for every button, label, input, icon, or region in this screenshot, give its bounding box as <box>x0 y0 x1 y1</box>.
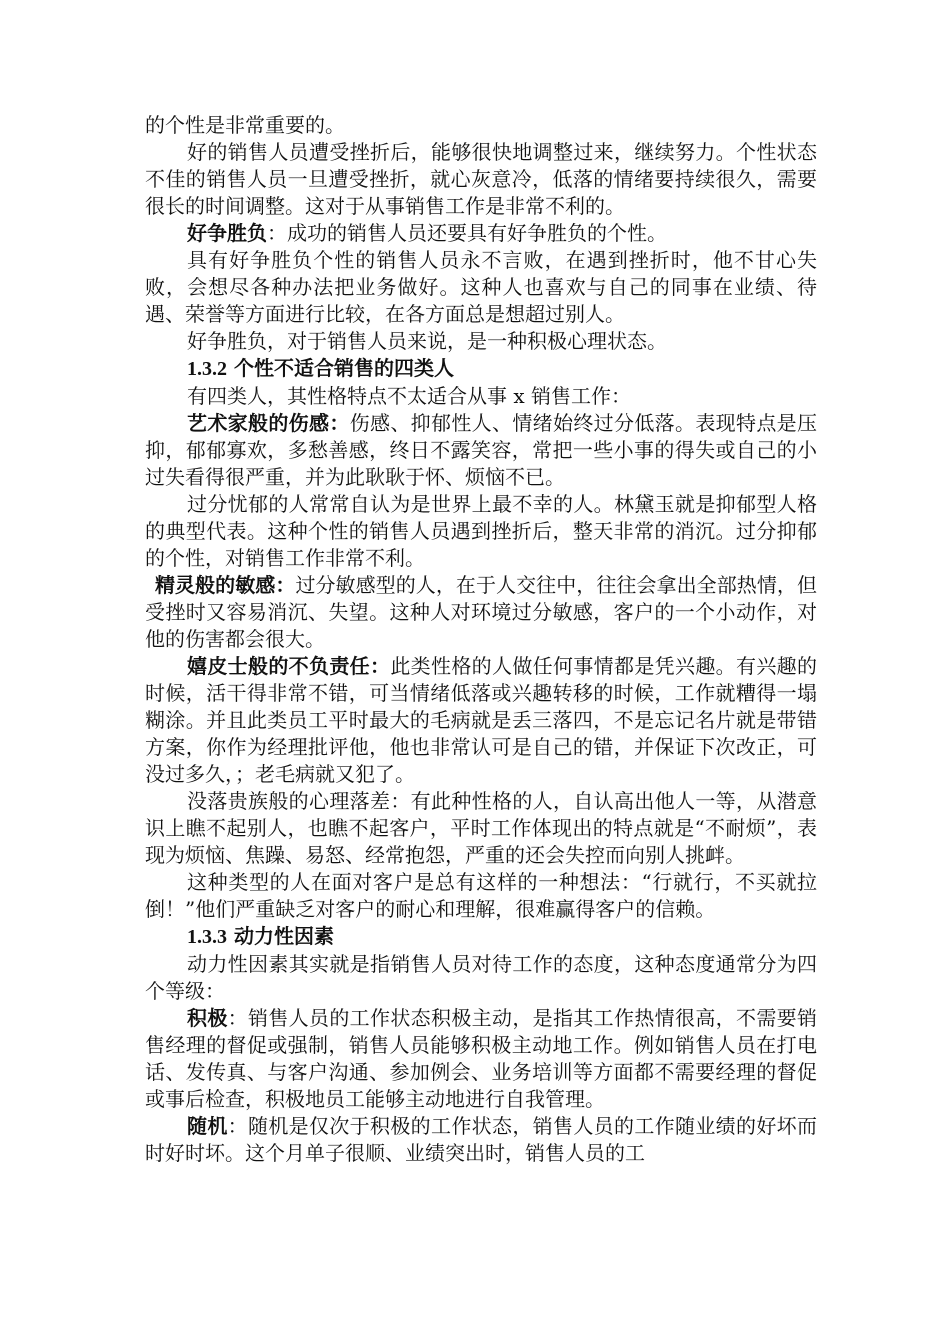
paragraph-competitive-summary: 好争胜负，对于销售人员来说，是一种积极心理状态。 <box>187 329 667 353</box>
section-heading-1-3-2: 1.3.2 个性不适合销售的四类人 <box>187 356 454 380</box>
paragraph-active: 积极：销售人员的工作状态积极主动，是指其工作热情很高，不需要销售经理的督促或强制，销售人员能够积极主动地工作。例如销售人员在打电话、发传真、与客户沟通、参加例会、业务培训等方面都不需要经理的督促或事后检查，积极地员工能够主动地进行自我管理。 <box>145 1006 818 1111</box>
paragraph-artist-sadness: 艺术家般的伤感：伤感、抑郁性人、情绪始终过分低落。表现特点是压抑，郁郁寡欢，多愁善感，终日不露笑容，常把一些小事的得失或自己的小过失看得很严重，并为此耿耿于怀、烦恼不已。 <box>145 411 818 489</box>
paragraph-hippie-irresponsible: 嬉皮士般的不负责任：此类性格的人做任何事情都是凭兴趣。有兴趣的时候，活干得非常不错，可当情绪低落或兴趣转移的时候，工作就糟得一塌糊涂。并且此类员工平时最大的毛病就是丢三落四，不是忘记名片就是带错方案，你作为经理批评他，他也非常认可是自己的错，并保证下次改正，可没过多久，；老毛病就又犯了。 <box>145 654 818 786</box>
term-elf-sensitivity: 精灵般的敏感： <box>155 573 296 597</box>
term-hippie: 嬉皮士般的不负责任： <box>187 654 391 678</box>
section-heading-1-3-3: 1.3.3 动力性因素 <box>187 924 334 948</box>
term-competitive: 好争胜负 <box>187 221 267 245</box>
paragraph-four-types-intro: 有四类人，其性格特点不太适合从事 x 销售工作： <box>187 384 631 408</box>
paragraph-competitive-intro: 好争胜负：成功的销售人员还要具有好争胜负的个性。 <box>187 221 667 245</box>
paragraph-customer-attitude: 这种类型的人在面对客户是总有这样的一种想法：“行就行，不买就拉倒！”他们严重缺乏对客户的耐心和理解，很难赢得客户的信赖。 <box>145 870 817 921</box>
document-page <box>145 112 817 1167</box>
paragraph-melancholy: 过分忧郁的人常常自认为是世界上最不幸的人。林黛玉就是抑郁型人格的典型代表。这种个性的销售人员遇到挫折后，整天非常的消沉。过分抑郁的个性，对销售工作非常不利。 <box>145 492 817 570</box>
paragraph-competitive-detail: 具有好争胜负个性的销售人员永不言败，在遇到挫折时，他不甘心失败，会想尽各种办法把业务做好。这种人也喜欢与自己的同事在业绩、待遇、荣誉等方面进行比较，在各方面总是想超过别人。 <box>145 248 817 326</box>
term-random: 随机 <box>187 1114 228 1138</box>
paragraph-motivation-intro: 动力性因素其实就是指销售人员对待工作的态度，这种态度通常分为四个等级： <box>145 952 817 1003</box>
paragraph-random: 随机：随机是仅次于积极的工作状态，销售人员的工作随业绩的好坏而时好时坏。这个月单子很顺、业绩突出时，销售人员的工 <box>145 1114 818 1165</box>
paragraph-fallen-noble: 没落贵族般的心理落差：有此种性格的人，自认高出他人一等，从潜意识上瞧不起别人，也瞧不起客户，平时工作体现出的特点就是“不耐烦”，表现为烦恼、焦躁、易怒、经常抱怨，严重的还会失控而向别人挑衅。 <box>145 789 817 867</box>
paragraph-continuation: 的个性是非常重要的。 <box>145 113 345 137</box>
term-artist-sadness: 艺术家般的伤感： <box>187 411 350 435</box>
term-active: 积极 <box>187 1006 228 1030</box>
paragraph-elf-sensitivity: 精灵般的敏感：过分敏感型的人，在于人交往中，往往会拿出全部热情，但受挫时又容易消沉、失望。这种人对环境过分敏感，客户的一个小动作，对他的伤害都会很大。 <box>145 573 817 651</box>
paragraph-setback-recovery: 好的销售人员遭受挫折后，能够很快地调整过来，继续努力。个性状态不佳的销售人员一旦遭受挫折，就心灰意冷，低落的情绪要持续很久，需要很长的时间调整。这对于从事销售工作是非常不利的。 <box>145 140 817 218</box>
